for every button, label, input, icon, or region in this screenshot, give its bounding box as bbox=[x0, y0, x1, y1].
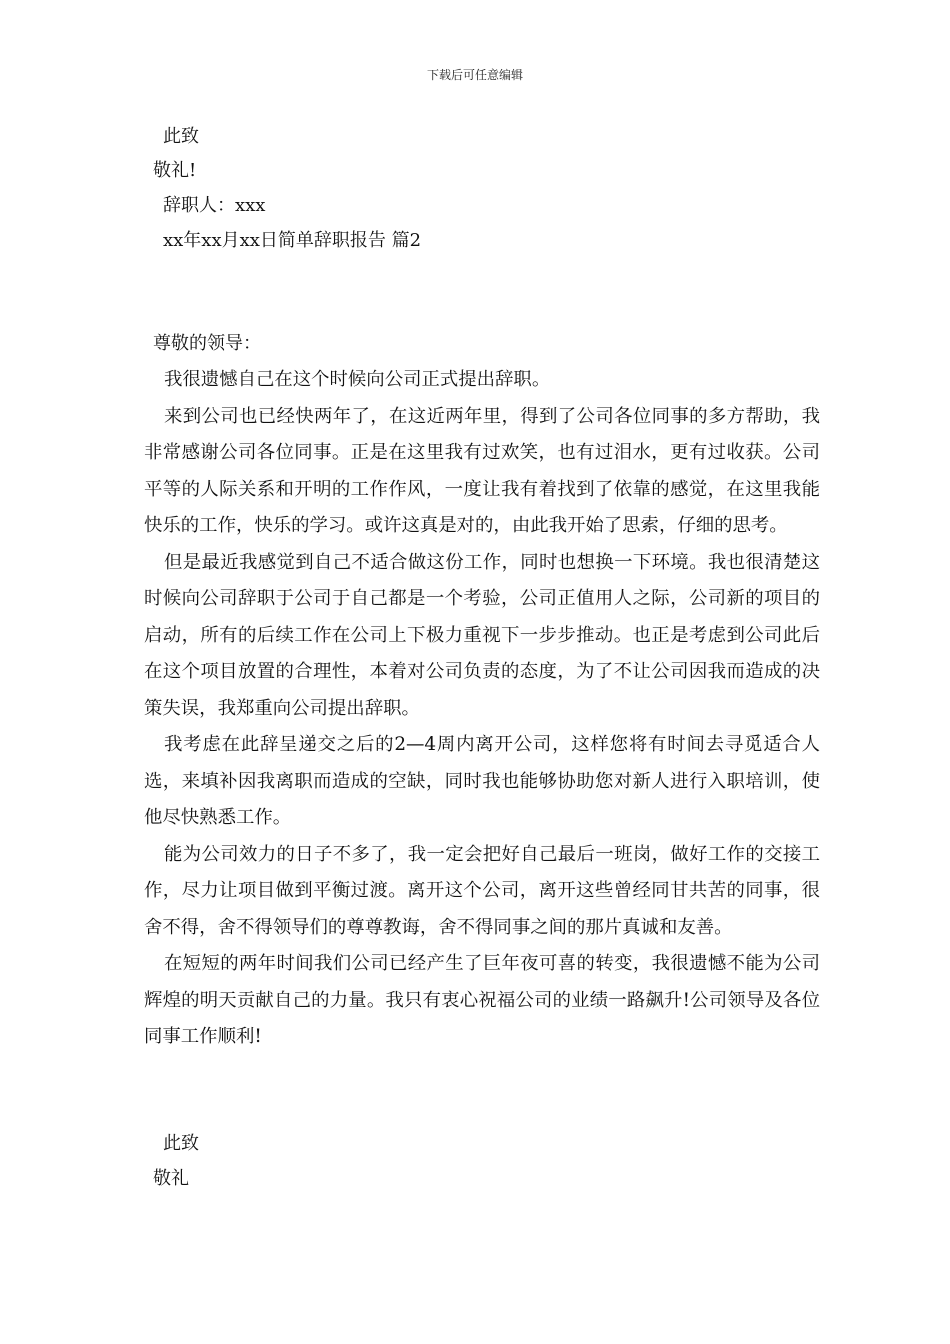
closing-jing-li: 敬礼! bbox=[153, 160, 197, 181]
header-note: 下载后可任意编辑 bbox=[426, 68, 523, 82]
paragraph: 我考虑在此辞呈递交之后的2—4周内离开公司，这样您将有时间去寻觅适合人选，来填补因我离职而造成的空缺，同时我也能够协助您对新人进行入职培训，使他尽快熟悉工作。 bbox=[144, 734, 820, 828]
paragraph: 但是最近我感觉到自己不适合做这份工作，同时也想换一下环境。我也很清楚这时候向公司辞职于公司于自己都是一个考验，公司正值用人之际，公司新的项目的启动，所有的后续工作在公司上下极力重视下一步步推动。也正是考虑到公司此后在这个项目放置的合理性，本着对公司负责的态度，为了不让公司因我而造成的决策失误，我郑重向公司提出辞职。 bbox=[144, 551, 820, 719]
paragraph: 在短短的两年时间我们公司已经产生了巨年夜可喜的转变，我很遗憾不能为公司辉煌的明天贡献自己的力量。我只有衷心祝福公司的业绩一路飙升!公司领导及各位同事工作顺利! bbox=[144, 953, 820, 1047]
date-title-line: xx年xx月xx日简单辞职报告 篇2 bbox=[163, 230, 422, 251]
closing-jing-li-2: 敬礼 bbox=[153, 1168, 189, 1189]
letter-body bbox=[144, 362, 820, 1056]
closing-ci-zhi: 此致 bbox=[163, 126, 199, 147]
closing-ci-zhi-2: 此致 bbox=[163, 1133, 199, 1154]
signer-line: 辞职人：xxx bbox=[163, 195, 266, 216]
paragraph: 能为公司效力的日子不多了，我一定会把好自己最后一班岗，做好工作的交接工作，尽力让项目做到平衡过渡。离开这个公司，离开这些曾经同甘共苦的同事，很舍不得，舍不得领导们的尊尊教诲，舍不得同事之间的那片真诚和友善。 bbox=[144, 843, 820, 938]
paragraph: 我很遗憾自己在这个时候向公司正式提出辞职。 bbox=[164, 369, 551, 390]
salutation: 尊敬的领导： bbox=[153, 333, 261, 354]
paragraph: 来到公司也已经快两年了，在这近两年里，得到了公司各位同事的多方帮助，我非常感谢公司各位同事。正是在这里我有过欢笑，也有过泪水，更有过收获。公司平等的人际关系和开明的工作作风，一度让我有着找到了依靠的感觉，在这里我能快乐的工作，快乐的学习。或许这真是对的，由此我开始了思索，仔细的思考。 bbox=[144, 405, 820, 536]
